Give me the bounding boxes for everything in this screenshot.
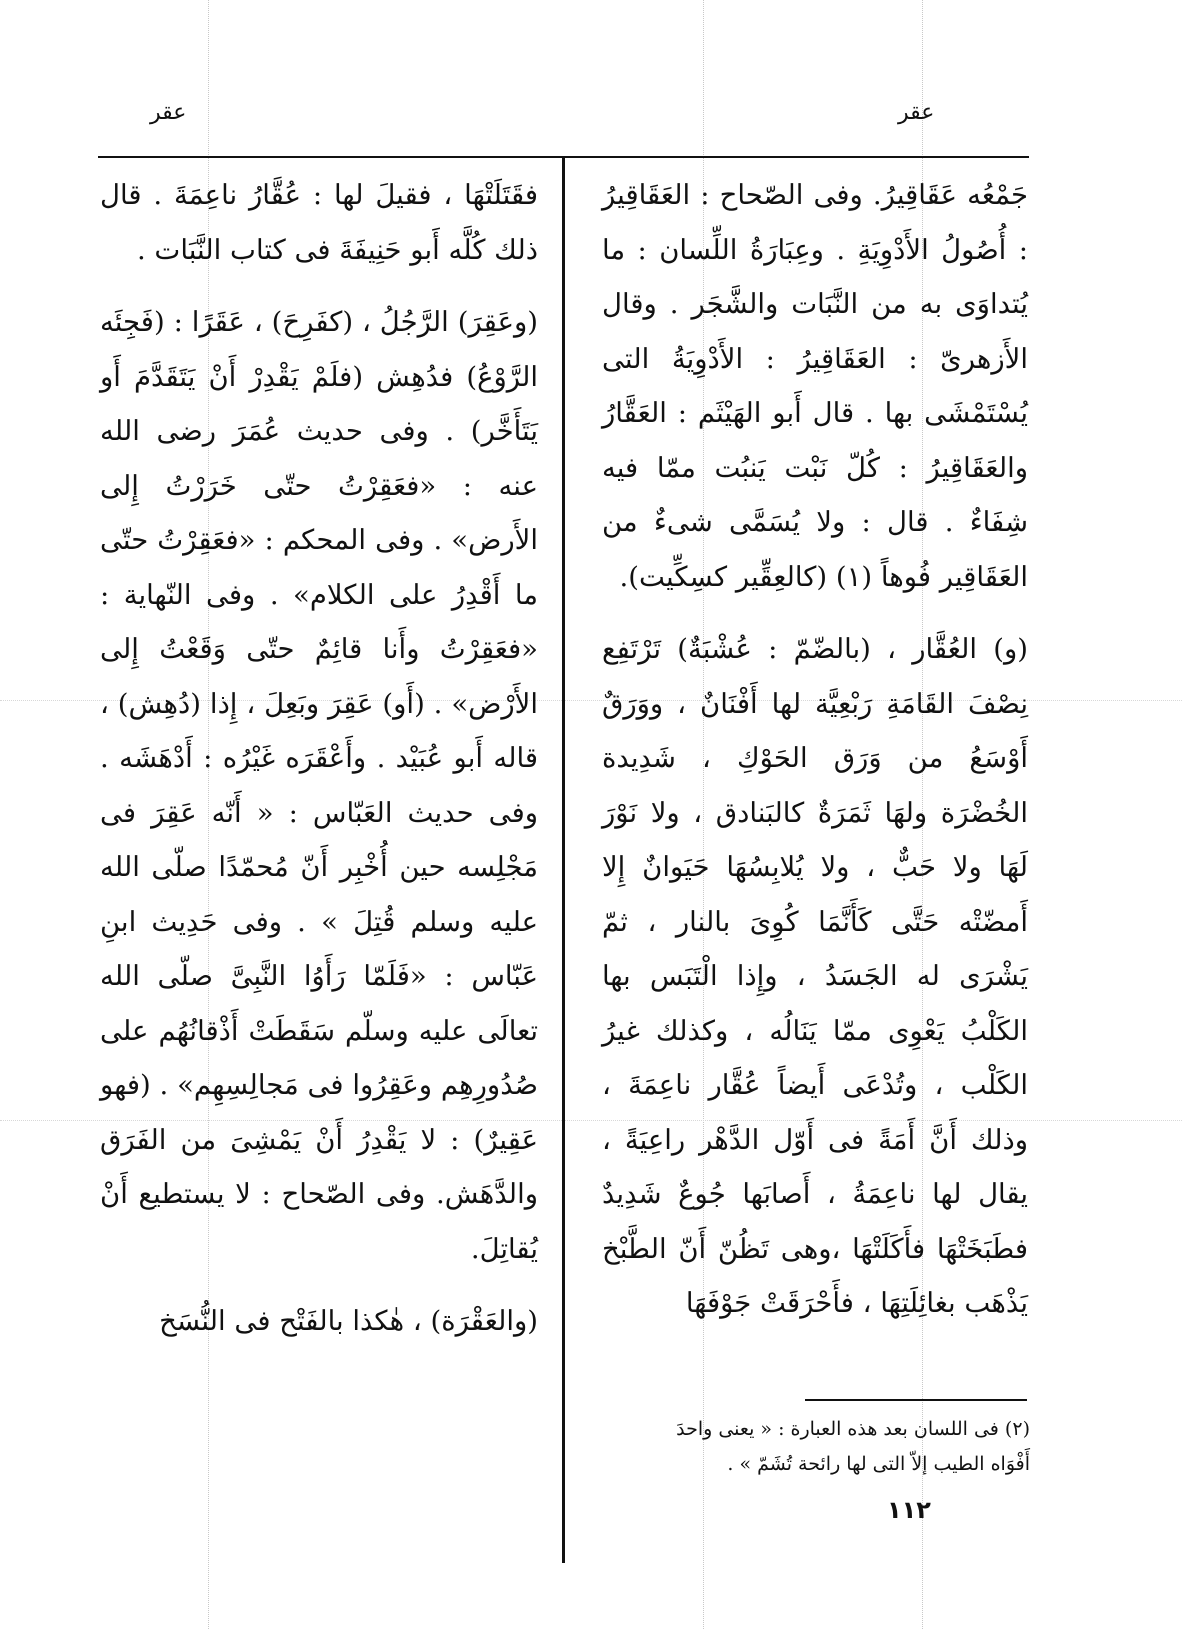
running-head-left: عقر [150, 100, 187, 125]
footnote-rule [805, 1399, 1027, 1401]
paragraph: جَمْعُه عَقَاقِيرُ. وفى الصّحاح : العَقَاقِيرُ : أُصُولُ الأَدْوِيَةِ . وعِبَارَةُ اللِّسان : ما يُتداوَى به من النَّبَات والشَّجَر . وقال الأَزهرىّ : العَقَاقِيرُ : الأَدْوِيَةُ التى يُسْتَمْشَى بها . قال أَبو الهَيْثَم : العَقَّارُ والعَقَاقِيرُ : كُلّ نَبْت يَنبُت ممّا فيه شِفَاءٌ . قال : ولا يُسَمَّى شىءٌ من العَقَاقِير فُوهاً (١) (كالعِقِّير كسِكِّيت). [602, 179, 1028, 593]
paragraph: (و) العُقَّار ، (بالضّمّ : عُشْبَةٌ) تَرْتَفِع نِصْفَ القَامَةِ رَبْعِيَّة لها أَفْنَانٌ ، ووَرَقٌ أَوْسَعُ من وَرَق الحَوْكِ ، شَدِيدة الخُضْرَة ولهَا ثَمَرَةٌ كالبَنادق ، ولا نَوْرَ لَهَا ولا حَبٌّ ، ولا يُلابِسُهَا حَيَوانٌ إِلا أَمضّتْه حَتَّى كَأَنَّمَا كُوِىَ بالنار ، ثمّ يَشْرَى له الجَسَدُ ، وإِذا الْتَبَس بها الكَلْبُ يَعْوِى ممّا يَنَالُه ، وكذلك غيرُ الكَلْب ، وتُدْعَى أَيضاً عُقَّار ناعِمَةَ ، وذلك أَنَّ أَمَةً فى أَوّل الدَّهْر راعِيَةً ، يقال لها ناعِمَةُ ، أَصابَها جُوعٌ شَدِيدٌ فطَبَخَتْهَا فأَكَلَتْهَا ،وهى تَظُنّ أَنّ الطَّبْخ يَذْهَب بغائِلَتِهَا ، فأَحْرَقَتْ جَوْفَهَا [602, 633, 1028, 1319]
paragraph: (وعَقِرَ) الرَّجُلُ ، (كفَرِحَ) ، عَقَرًا : (فَجِئَه الرَّوْعُ) فدُهِش (فلَمْ يَقْدِرْ أَنْ يَتَقَدَّمَ أَو يَتَأَخَّر) . وفى حديث عُمَرَ رضى الله عنه : «فعَقِرْتُ حتّى خَرَرْتُ إِلى الأَرض» . وفى المحكم : «فعَقِرْتُ حتّى ما أَقْدِرُ على الكلام» . وفى النّهاية : «فعَقِرْتُ وأَنا قائِمٌ حتّى وَقَعْتُ إِلى الأَرْض» . (أَو) عَقِرَ وبَعِلَ ، إِذا (دُهِش) ، قاله أَبو عُبَيْد . وأَعْقَرَه غَيْرُه : أَدْهَشَه . وفى حديث العَبّاس : « أَنّه عَقِرَ فى مَجْلِسه حين أُخْبِر أَنّ مُحمّدًا صلّى الله عليه وسلم قُتِلَ » . وفى حَدِيث ابنِ عَبّاس : «فَلَمّا رَأَوُا النَّبِىَّ صلّى الله تعالَى عليه وسلّم سَقَطَتْ أَذْقانُهُم على صُدُورِهِم وعَقِرُوا فى مَجالِسِهِم» . (فهو عَقِيرٌ) : لا يَقْدِرُ أَنْ يَمْشِىَ من الفَرَق والدَّهَش. وفى الصّحاح : لا يستطيع أَنْ يُقاتِلَ. [100, 306, 538, 1265]
right-text-column [602, 168, 1028, 1331]
paragraph: (والعَقْرَة) ، هٰكذا بالفَتْح فى النُّسَخ [159, 1305, 538, 1337]
footnote-line: أَفْوَاه الطيب إلاّ التى لها رائحة تُشَمّ » . [727, 1453, 1030, 1475]
footnote-line: (٢) فى اللسان بعد هذه العبارة : « يعنى واحدَ [676, 1418, 1030, 1440]
paragraph: فقَتَلَتْهَا ، فقيلَ لها : عُقَّارُ ناعِمَةَ . قال ذلك كُلَّه أَبو حَنِيفَةَ فى كتاب النَّبَات . [100, 179, 538, 266]
running-head-right: عقر [898, 100, 935, 125]
footnote [598, 1412, 1030, 1482]
column-divider [562, 158, 565, 1563]
left-text-column [100, 168, 538, 1349]
page-number: ١١٢ [887, 1496, 931, 1524]
